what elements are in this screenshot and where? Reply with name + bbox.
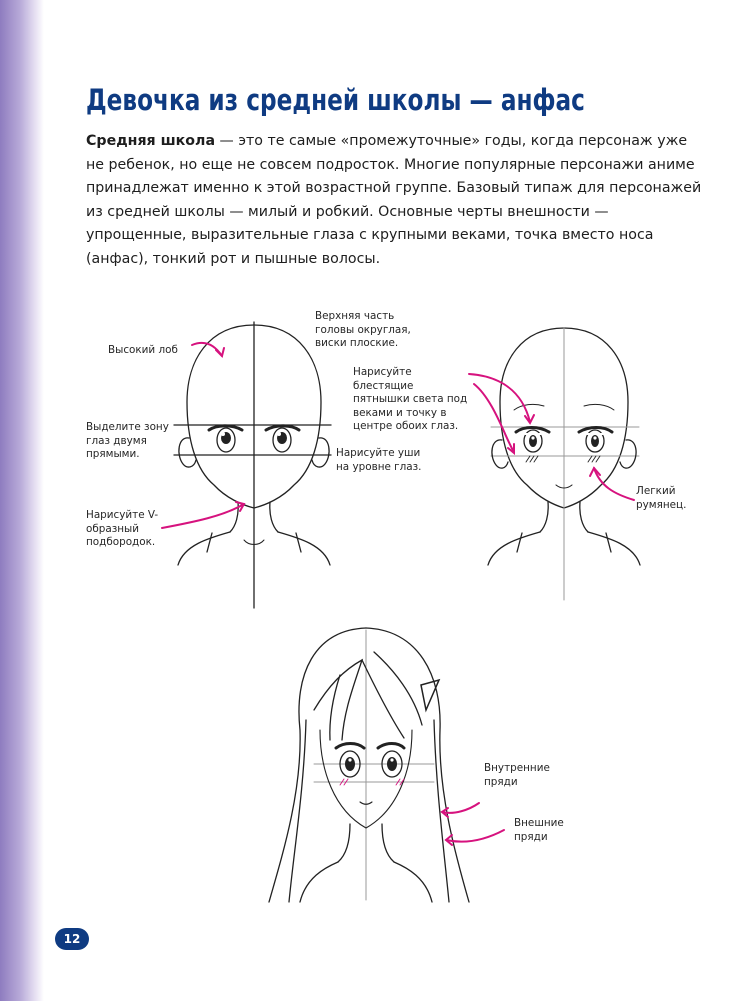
annotation-highlights: Нарисуйте блестящие пятнышки света под веками и точку в центре обоих глаз. <box>353 366 468 433</box>
intro-paragraph <box>86 130 706 271</box>
figure-construction <box>174 322 331 608</box>
neck-left <box>230 502 238 532</box>
annotation-high-forehead: Высокий лоб <box>108 344 178 356</box>
right-eye-3 <box>378 744 404 778</box>
left-shoulder <box>178 532 230 565</box>
left-eye-3 <box>336 744 364 778</box>
neck-right <box>270 502 278 532</box>
arrow-outer-strands <box>446 830 504 842</box>
right-eye-2 <box>579 428 612 453</box>
arrow-highlight-2 <box>474 384 514 452</box>
annotation-eye-zone: Выделите зону глаз двумя прямыми. <box>86 421 169 461</box>
annotation-ears: Нарисуйте уши на уровне глаз. <box>336 447 422 473</box>
side-color-strip <box>0 0 44 1001</box>
hair-bangs <box>314 660 362 740</box>
left-eye <box>209 426 242 452</box>
annotation-blush: Легкий румянец. <box>636 485 687 511</box>
hair-clip <box>421 680 439 710</box>
arrow-chin <box>162 504 244 528</box>
page-title: Девочка из средней школы — анфас <box>86 83 585 117</box>
right-shoulder <box>278 532 330 565</box>
intro-text: — это те самые «промежуточные» годы, когда персонаж уже не ребенок, но еще не совсем подросток. Многие популярные персонажи аниме принадлежат именно к этой возрастной группе. Базовый типаж для персонажей из средней школы — милый и робкий. Основные черты внешности — упрощенные, выразительные глаза с крупными веками, точка вместо носа (анфас), тонкий рот и пышные волосы. <box>86 133 702 267</box>
figure-face-details <box>488 328 640 600</box>
figure-with-hair <box>269 628 469 902</box>
blush-marks <box>526 456 600 462</box>
right-eye <box>266 426 299 452</box>
intro-lead: Средняя школа <box>86 133 216 149</box>
annotation-inner-strands: Внутренние пряди <box>484 762 550 788</box>
annotation-chin: Нарисуйте V-образный подбородок. <box>86 509 159 549</box>
left-eye-2 <box>516 428 549 453</box>
annotation-outer-strands: Внешние пряди <box>514 817 564 843</box>
arrow-blush <box>594 468 634 500</box>
annotation-head-top: Верхняя часть головы округлая, виски плоские. <box>315 310 411 350</box>
page-number: 12 <box>55 928 89 950</box>
